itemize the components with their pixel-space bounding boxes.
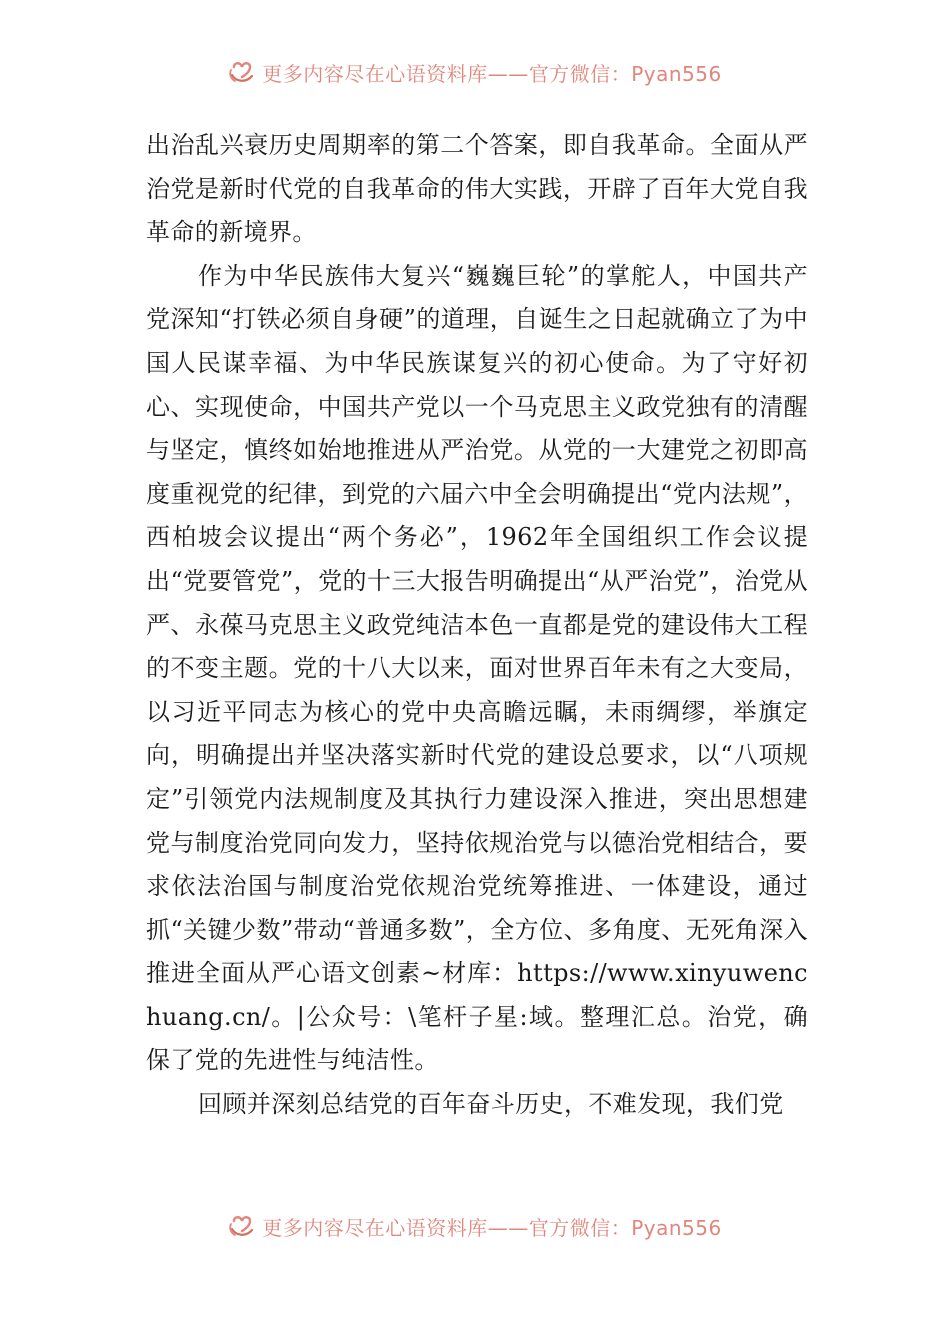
watermark-text: 更多内容尽在心语资料库——官方微信：Pyan556: [262, 1215, 722, 1240]
paragraph-2: 作为中华民族伟大复兴“巍巍巨轮”的掌舵人，中国共产党深知“打铁必须自身硬”的道理，自诞生之日起就确立了为中国人民谋幸福、为中华民族谋复兴的初心使命。为了守好初心、实现使命，中国共产党以一个马克思主义政党独有的清醒与坚定，慎终如始地推进从严治党。从党的一大建党之初即高度重视党的纪律，到党的六届六中全会明确提出“党内法规”，西柏坡会议提出“两个务必”，1962年全国组织工作会议提出“党要管党”，党的十三大报告明确提出“从严治党”，治党从严、永葆马克思主义政党纯洁本色一直都是党的建设伟大工程的不变主题。党的十八大以来，面对世界百年未有之大变局，以习近平同志为核心的党中央高瞻远瞩，未雨绸缪，举旗定向，明确提出并坚决落实新时代党的建设总要求，以“八项规定”引领党内法规制度及其执行力建设深入推进，突出思想建党与制度治党同向发力，坚持依规治党与以德治党相结合，要求依法治国与制度治党依规治党统筹推进、一体建设，通过抓“关键少数”带动“普通多数”，全方位、多角度、无死角深入推进全面从严心语文创素~材库：https://www.xinyuwenchuang.cn/。|公众号：\笔杆子星:域。整理汇总。治党，确保了党的先进性与纯洁性。: [146, 261, 808, 1075]
heart-swirl-icon: [228, 1212, 256, 1240]
watermark-text: 更多内容尽在心语资料库——官方微信：Pyan556: [262, 61, 722, 86]
document-body: [146, 124, 808, 1127]
paragraph-3: 回顾并深刻总结党的百年奋斗历史，不难发现，我们党: [198, 1090, 784, 1119]
heart-swirl-icon: [228, 58, 256, 86]
paragraph-1: 出治乱兴衰历史周期率的第二个答案，即自我革命。全面从严治党是新时代党的自我革命的伟大实践，开辟了百年大党自我革命的新境界。: [146, 131, 808, 247]
header-watermark-banner: [0, 52, 950, 92]
footer-watermark-banner: [0, 1206, 950, 1246]
